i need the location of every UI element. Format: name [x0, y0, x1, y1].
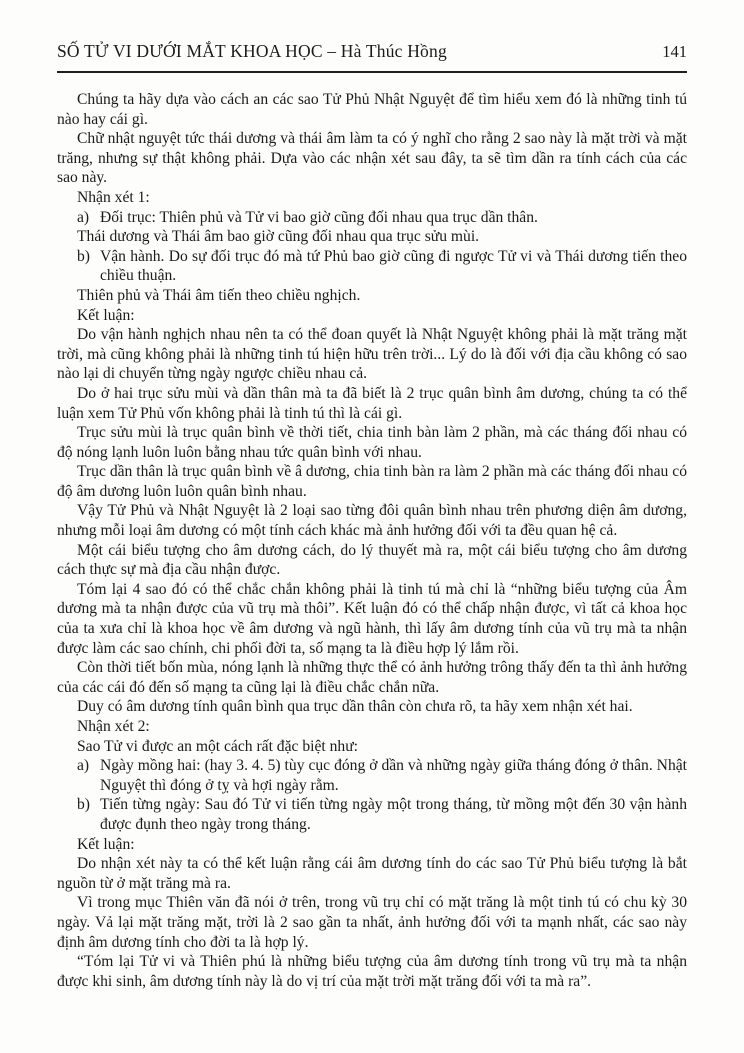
paragraph: Do ở hai trục sửu mùi và dần thân mà ta đã biết là 2 trục quân bình âm dương, chúng ta có thể luận xem Tử Phủ vốn không phải là tinh tú thì là cái gì. — [57, 384, 687, 422]
paragraph: “Tóm lại Tử vi và Thiên phú là những biểu tượng của âm dương tính trong vũ trụ mà ta nhận được khi sinh, âm dương tính này là do vị trí của mặt trời mặt trăng đối với ta mà ra”. — [57, 953, 687, 990]
list-item — [57, 795, 687, 834]
paragraph: Vì trong mục Thiên văn đã nói ở trên, trong vũ trụ chỉ có mặt trăng là một tinh tú có chu kỳ 30 ngày. Vả lại mặt trăng mặt, trời là 2 sao gần ta nhất, ảnh hưởng đối với ta mạnh nhất, các sao này định âm dương tính cho đời ta là hợp lý. — [57, 894, 687, 951]
list-marker: b) — [77, 796, 90, 814]
list-marker: b) — [77, 247, 90, 265]
book-title: SỐ TỬ VI DƯỚI MẮT KHOA HỌC – Hà Thúc Hồng — [57, 41, 447, 61]
paragraph: Duy có âm dương tính quân bình qua trục dần thân còn chưa rõ, ta hãy xem nhận xét hai. — [77, 698, 633, 716]
list-marker: a) — [77, 757, 90, 775]
paragraph: Vậy Tử Phủ và Nhật Nguyệt là 2 loại sao từng đôi quân bình nhau trên phương diện âm dương, nhưng mỗi loại âm dương có một tính cách khác mà ảnh hưởng đối với ta đều quan hệ cả. — [57, 502, 687, 540]
paragraph: Thiên phủ và Thái âm tiến theo chiều nghịch. — [77, 286, 361, 304]
list-item-text: Đối trục: Thiên phủ và Tử vi bao giờ cũng đối nhau qua trục dần thân. — [100, 208, 538, 226]
paragraph: Chúng ta hãy dựa vào cách an các sao Tử Phủ Nhật Nguyệt để tìm hiểu xem đó là những tinh tú nào hay cái gì. — [57, 91, 687, 128]
paragraph: Trục dần thân là trục quân bình về â dương, chia tinh bàn ra làm 2 phần mà các tháng đối nhau có độ âm dương luôn luôn quân bình nhau. — [57, 463, 687, 500]
paragraph: Thái dương và Thái âm bao giờ cũng đối nhau qua trục sửu mùi. — [77, 228, 480, 246]
list-marker: a) — [77, 208, 90, 226]
section-label: Kết luận: — [77, 306, 135, 324]
paragraph: Còn thời tiết bốn mùa, nóng lạnh là những thực thể có ảnh hưởng trông thấy đến ta thì ảnh hưởng của các cái đó đến số mạng ta cũng lại là điều chắc chắn nữa. — [57, 659, 687, 696]
paragraph: Do vận hành nghịch nhau nên ta có thể đoan quyết là Nhật Nguyệt không phải là mặt trăng mặt trời, mà cũng không phải là những tinh tú hiện hữu trên trời... Lý do là đối với địa cầu không có sao nào lại di chuyển từng ngày ngược chiều nhau cả. — [57, 326, 687, 383]
paragraph: Do nhận xét này ta có thể kết luận rằng cái âm dương tính do các sao Tử Phủ biểu tượng là bắt nguồn từ ở mặt trăng mà ra. — [57, 855, 687, 892]
header-divider — [57, 71, 687, 73]
section-label: Nhận xét 1: — [77, 188, 150, 206]
paragraph: Một cái biểu tượng cho âm dương cách, do lý thuyết mà ra, một cái biểu tượng cho âm dương cách thực sự mà địa cầu nhận được. — [57, 541, 687, 579]
section-label: Kết luận: — [77, 835, 135, 853]
paragraph: Tóm lại 4 sao đó có thể chắc chắn không phải là tinh tú mà chỉ là “những biểu tượng của Âm dương mà ta nhận được của vũ trụ mà thôi”. Kết luận đó có thể chấp nhận được, vì tất cả khoa học của ta xưa chỉ là khoa học về âm dương và ngũ hành, thì lấy âm dương tính của vũ trụ mà ta nhận được làm các sao chính, chi phối đời ta, số mạng ta là điều hợp lý lắm rồi. — [57, 580, 687, 657]
list-item — [57, 247, 687, 286]
list-item — [57, 208, 687, 228]
paragraph: Trục sửu mùi là trục quân bình về thời tiết, chia tinh bàn làm 2 phần, mà các tháng đối nhau có độ nóng lạnh luôn luôn bằng nhau tức quân bình với nhau. — [57, 424, 687, 461]
paragraph: Sao Tử vi được an một cách rất đặc biệt như: — [77, 737, 358, 755]
section-label: Nhận xét 2: — [77, 718, 150, 735]
list-item-text: Tiến từng ngày: Sau đó Tử vi tiến từng ngày một trong tháng, từ mồng một đến 30 vận hành được đụnh theo ngày trong tháng. — [100, 796, 687, 833]
page-content — [57, 90, 687, 991]
list-item-text: Vận hành. Do sự đối trục đó mà tứ Phủ bao giờ cũng đi ngược Tử vi và Thái dương tiến theo chiều thuận. — [100, 247, 687, 285]
paragraph: Chữ nhật nguyệt tức thái dương và thái âm làm ta có ý nghĩ cho rằng 2 sao này là mặt trời và mặt trăng, nhưng sự thật không phải. Dựa vào các nhận xét sau đây, ta sẽ tìm dần ra tính cách của các sao này. — [57, 130, 687, 187]
page-number: 141 — [662, 42, 687, 61]
page-header — [57, 40, 687, 71]
list-item-text: Ngày mồng hai: (hay 3. 4. 5) tùy cục đóng ở dần và những ngày giữa tháng đóng ở thân. Nhật Nguyệt thì đóng ở tỵ và hợi ngày rằm. — [100, 757, 687, 794]
list-item — [57, 756, 687, 795]
